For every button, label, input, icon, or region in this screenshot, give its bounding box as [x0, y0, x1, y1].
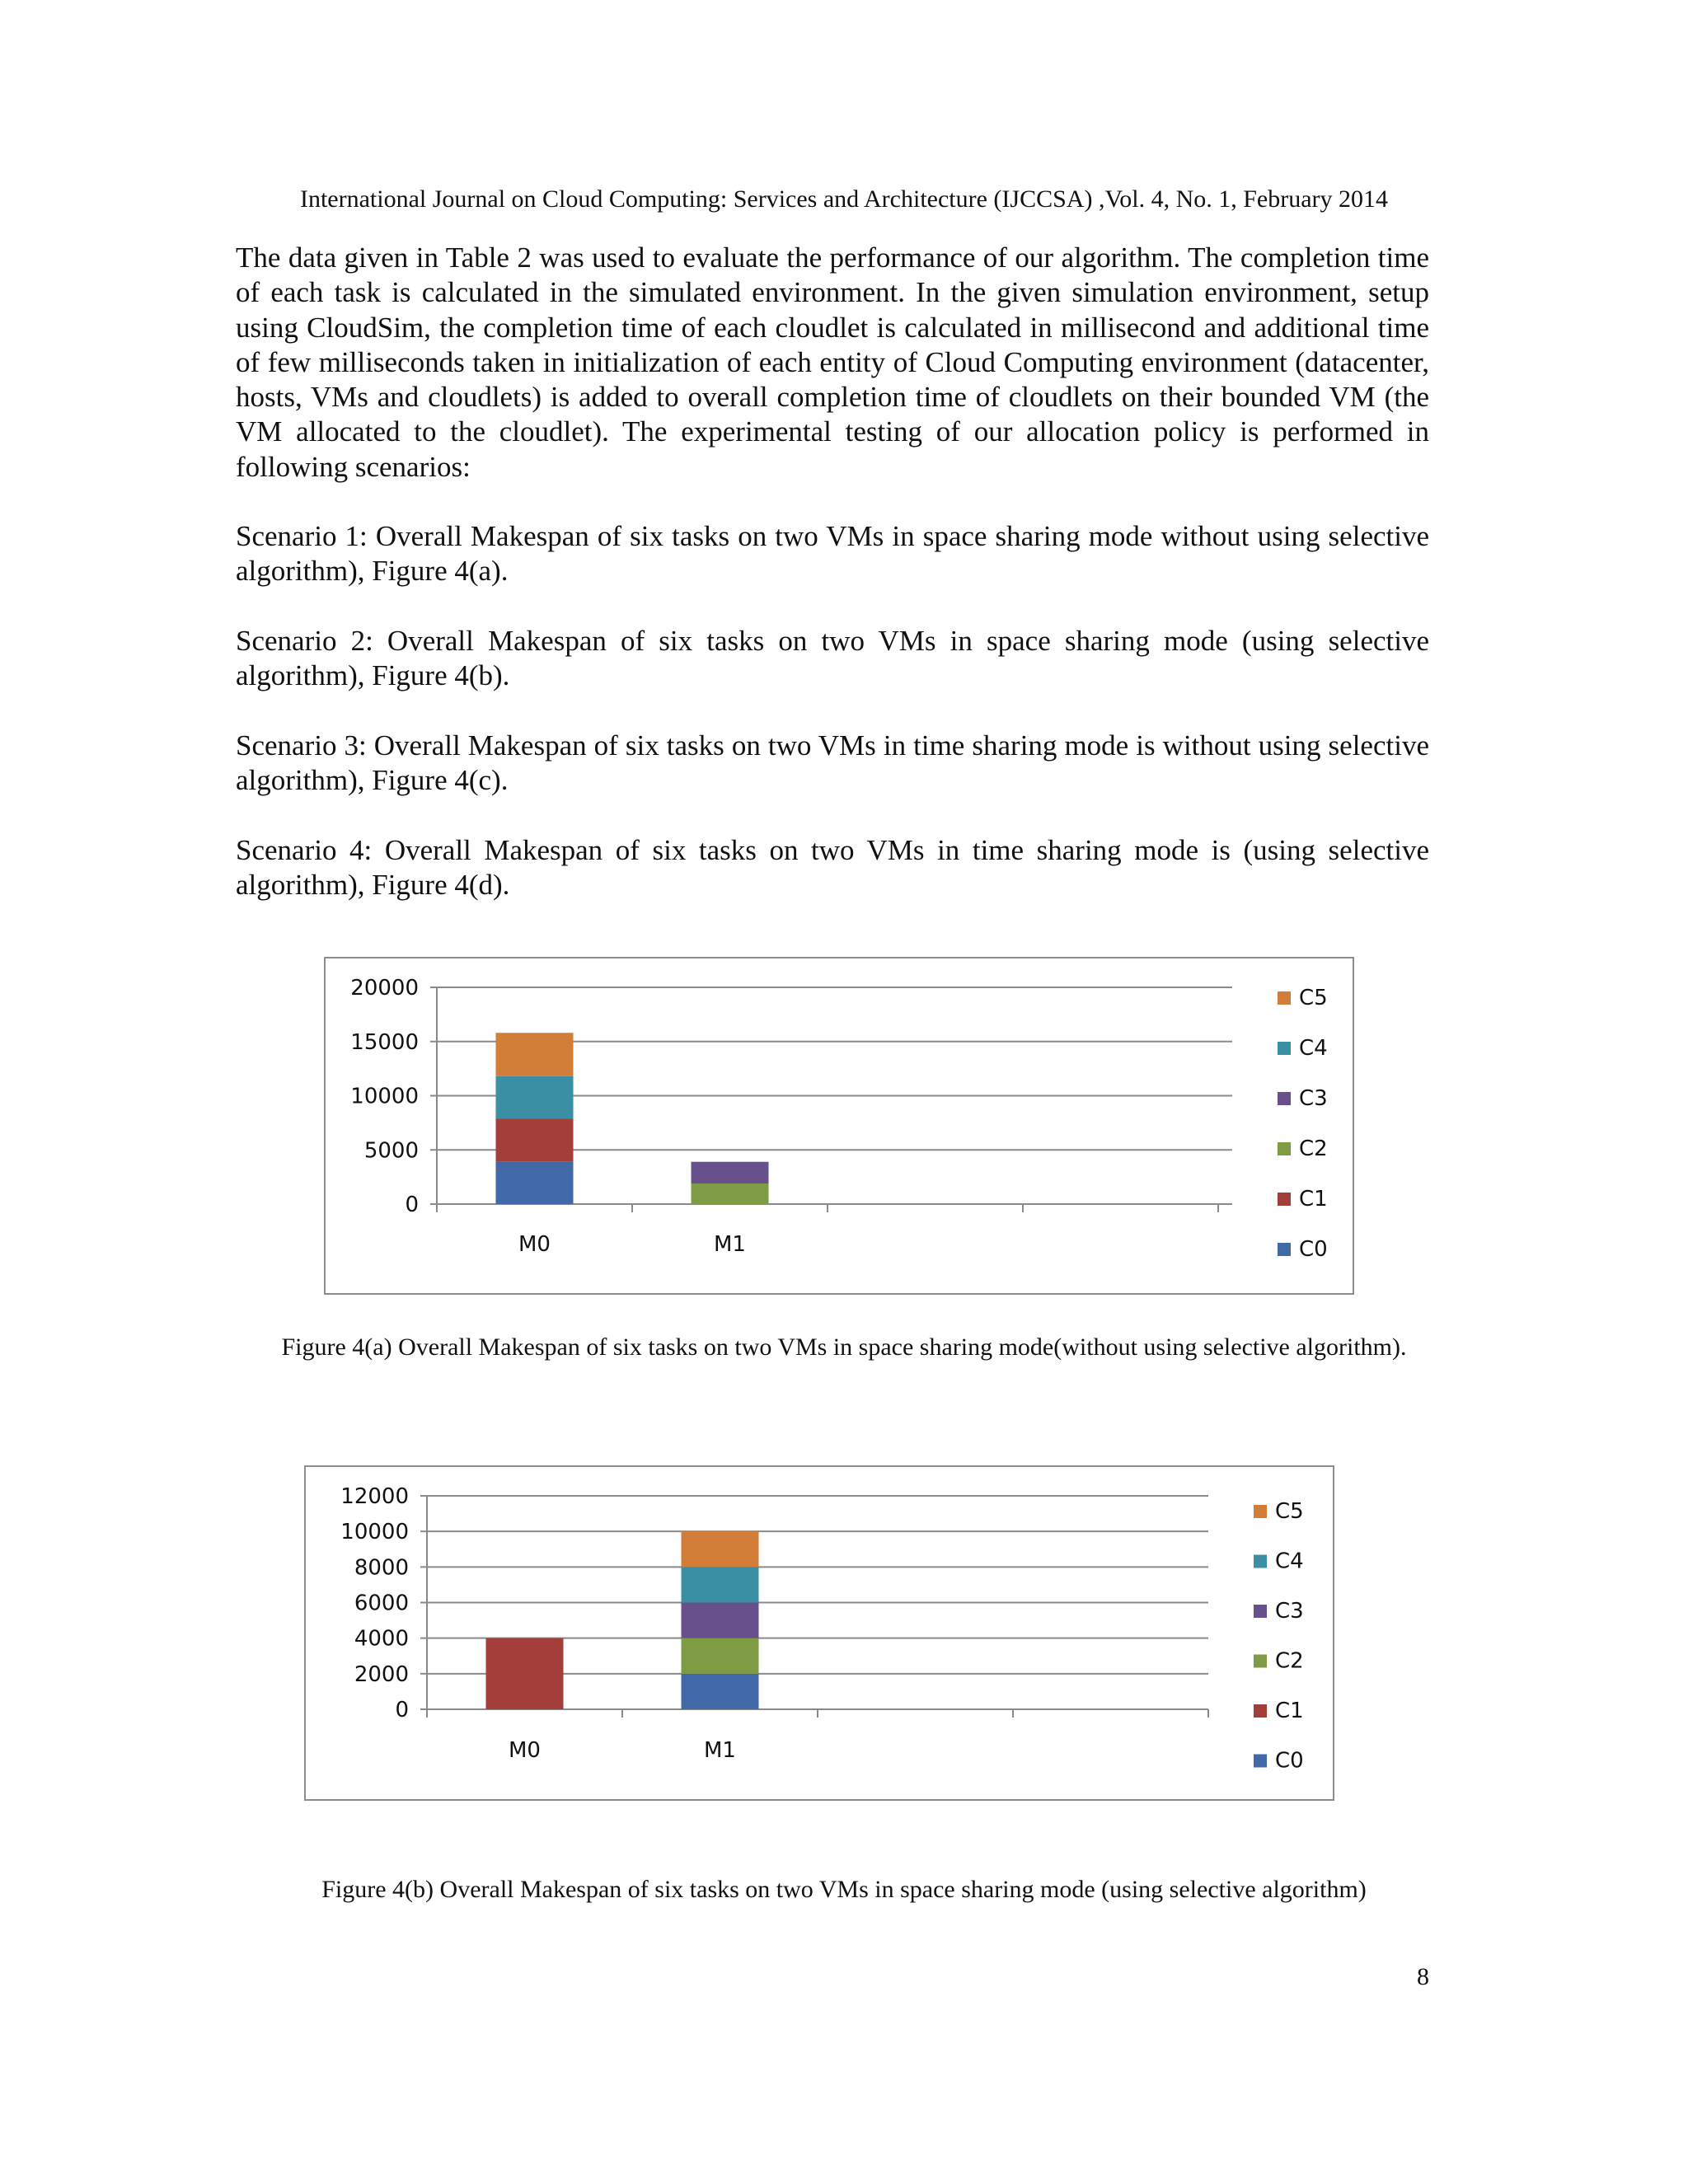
legend-swatch-C1 [1254, 1704, 1267, 1718]
legend-label-C0: C0 [1299, 1237, 1328, 1262]
bar-M1-C2 [682, 1638, 759, 1674]
journal-header: International Journal on Cloud Computing: Services and Architecture (IJCCSA) ,Vol. 4, No. 1, February 2014 [299, 185, 1389, 213]
bar-M1-C0 [682, 1674, 759, 1709]
legend-swatch-C3 [1254, 1605, 1267, 1618]
legend-label-C2: C2 [1299, 1137, 1328, 1161]
legend-label-C4: C4 [1275, 1549, 1304, 1574]
y-tick-label: 15000 [350, 1029, 419, 1055]
bar-M1-C4 [682, 1567, 759, 1602]
bar-M0-C1 [486, 1638, 564, 1709]
x-category-label: M0 [509, 1738, 541, 1763]
figure-4b-caption: Figure 4(b) Overall Makespan of six tasks on two VMs in space sharing mode (using selective algorithm) [321, 1876, 1367, 1903]
bar-M1-C3 [682, 1603, 759, 1638]
x-category-label: M1 [704, 1738, 736, 1763]
y-tick-label: 10000 [350, 1084, 419, 1109]
legend-label-C3: C3 [1275, 1599, 1304, 1624]
legend-label-C5: C5 [1275, 1499, 1304, 1524]
legend-label-C4: C4 [1299, 1036, 1328, 1061]
y-tick-label: 6000 [354, 1591, 409, 1616]
legend-swatch-C1 [1278, 1193, 1291, 1206]
scenario-1-paragraph: Scenario 1: Overall Makespan of six tasks on two VMs in space sharing mode without using selective algorithm), Figure 4(a). [236, 520, 1429, 588]
legend-label-C1: C1 [1299, 1187, 1328, 1212]
y-tick-label: 2000 [354, 1661, 409, 1687]
x-category-label: M1 [714, 1232, 746, 1257]
intro-paragraph: The data given in Table 2 was used to evaluate the performance of our algorithm. The completion time of each task is calculated in the simulated environment. In the given simulation environment, setup using CloudSim, the completion time of each cloudlet is calculated in millisecond and additional time of few milliseconds taken in initialization of each entity of Cloud Computing environment (datacenter, hosts, VMs and cloudlets) is added to overall completion time of cloudlets on their bounded VM (the VM allocated to the cloudlet). The experimental testing of our allocation policy is performed in following scenarios: [236, 241, 1429, 483]
y-tick-label: 0 [405, 1193, 419, 1217]
scenario-2-paragraph: Scenario 2: Overall Makespan of six tasks on two VMs in space sharing mode (using selective algorithm), Figure 4(b). [236, 625, 1429, 692]
y-tick-label: 10000 [340, 1520, 409, 1545]
bar-M0-C5 [496, 1033, 574, 1076]
bar-M1-C5 [682, 1531, 759, 1567]
legend-swatch-C0 [1254, 1755, 1267, 1768]
bar-M0-C1 [496, 1118, 574, 1162]
y-tick-label: 8000 [354, 1555, 409, 1581]
legend-swatch-C5 [1278, 991, 1291, 1005]
legend-swatch-C2 [1254, 1655, 1267, 1668]
legend-swatch-C4 [1254, 1555, 1267, 1568]
legend-swatch-C2 [1278, 1142, 1291, 1155]
legend-swatch-C3 [1278, 1092, 1291, 1105]
y-tick-label: 4000 [354, 1626, 409, 1652]
y-tick-label: 0 [395, 1698, 409, 1722]
page-number: 8 [1417, 1963, 1429, 1990]
figure-4b-chart [304, 1465, 1334, 1801]
y-tick-label: 20000 [350, 976, 419, 1001]
legend-label-C2: C2 [1275, 1648, 1304, 1674]
y-tick-label: 12000 [340, 1484, 409, 1509]
x-category-label: M0 [518, 1232, 551, 1257]
legend-swatch-C0 [1278, 1243, 1291, 1256]
bar-M0-C4 [496, 1076, 574, 1118]
bar-M0-C0 [496, 1162, 574, 1204]
scenario-3-paragraph: Scenario 3: Overall Makespan of six tasks on two VMs in time sharing mode is without using selective algorithm), Figure 4(c). [236, 729, 1429, 797]
scenario-4-paragraph: Scenario 4: Overall Makespan of six tasks on two VMs in time sharing mode is (using selective algorithm), Figure 4(d). [236, 834, 1429, 902]
figure-4a-svg [326, 958, 1353, 1293]
legend-label-C5: C5 [1299, 986, 1328, 1010]
figure-4a-chart [324, 957, 1354, 1295]
y-tick-label: 5000 [363, 1138, 419, 1164]
legend-label-C3: C3 [1299, 1086, 1328, 1111]
bar-M1-C3 [692, 1162, 769, 1183]
legend-label-C0: C0 [1275, 1748, 1304, 1774]
figure-4b-svg [306, 1467, 1333, 1799]
legend-swatch-C4 [1278, 1042, 1291, 1055]
bar-M1-C2 [692, 1183, 769, 1204]
figure-4a-caption: Figure 4(a) Overall Makespan of six tasks on two VMs in space sharing mode(without using selective algorithm). [281, 1333, 1407, 1361]
legend-label-C1: C1 [1275, 1699, 1304, 1723]
legend-swatch-C5 [1254, 1505, 1267, 1518]
